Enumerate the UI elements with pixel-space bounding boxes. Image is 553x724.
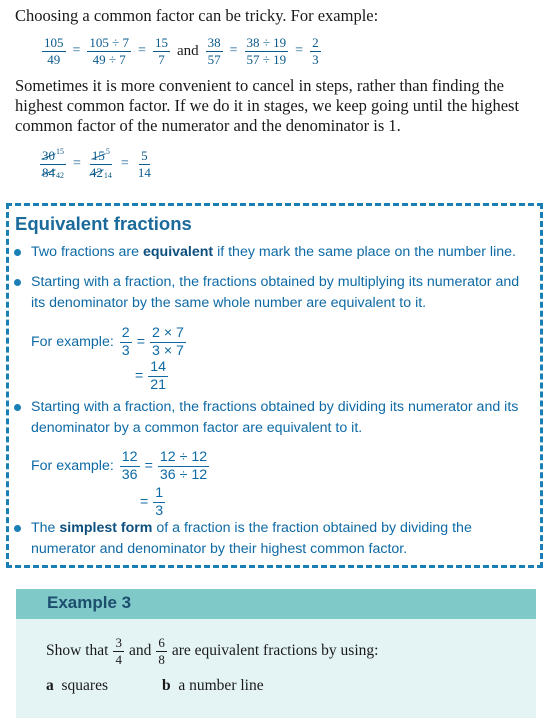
fraction: $\frac{38}{57}$ <box>207 35 221 67</box>
cancel-steps-equation: $\frac{30^{15}}{84_{42}}$ = $\frac{15^5}{42_{14}}$ = $\frac{5}{14}$ <box>42 147 151 180</box>
key-point-title: Equivalent fractions <box>15 213 192 234</box>
example-body <box>16 619 536 718</box>
fraction: $\frac{30^{15}}{84_{42}}$ <box>42 147 64 180</box>
part-a: a squares <box>46 677 108 694</box>
bullet-multiplying: Starting with a fraction, the fractions obtained by multiplying its numerator and its denominator by the same whole number are equivalent to it. <box>14 272 532 314</box>
example-question: Show that $\frac{3}{4}$ and $\frac{6}{8}$ are equivalent fractions by using: <box>46 635 379 667</box>
fraction: $\frac{3}{4}$ <box>115 635 122 667</box>
fraction: $\frac{14}{21}$ <box>150 359 167 393</box>
intro-paragraph: Sometimes it is more convenient to cancel in steps, rather than finding the highest common factor. If we do it in stages, we keep going until the highest common factor of the numerator and the denominator is 1. <box>15 76 520 135</box>
example-equation-1: $\frac{105}{49}$ = $\frac{105 \div 7}{49 \div 7}$ = $\frac{15}{7}$ and $\frac{38}{57}$ = $\frac{38 \div 19}{57 \div 19}$ = $\frac{2}{3}$ <box>44 35 319 67</box>
fraction: $\frac{2}{3}$ <box>312 35 319 67</box>
part-b: b a number line <box>162 677 264 694</box>
intro-line: Choosing a common factor can be tricky. For example: <box>15 6 379 25</box>
fraction: $\frac{38 \div 19}{57 \div 19}$ <box>246 35 287 67</box>
fraction: $\frac{2 \times 7}{3 \times 7}$ <box>151 325 184 359</box>
fraction: $\frac{15^5}{42_{14}}$ <box>89 147 112 180</box>
fraction: $\frac{12 \div 12}{36 \div 12}$ <box>159 449 208 483</box>
bullet-icon <box>14 249 21 256</box>
multiply-example-result: = $\frac{14}{21}$ <box>135 359 167 393</box>
example-label: For example: <box>31 334 114 351</box>
fraction: $\frac{1}{3}$ <box>155 485 164 519</box>
bullet-icon <box>14 279 21 286</box>
fraction: $\frac{5}{14}$ <box>137 147 151 180</box>
fraction: $\frac{105 \div 7}{49 \div 7}$ <box>89 35 130 67</box>
bullet-simplest-form: The simplest form of a fraction is the fraction obtained by dividing the numerator and denominator by their highest common factor. <box>14 518 532 560</box>
multiply-example: For example: $\frac{2}{3}$ = $\frac{2 \times 7}{3 \times 7}$ <box>31 325 184 359</box>
bullet-dividing: Starting with a fraction, the fractions obtained by dividing its numerator and its denominator by a common factor are equivalent to it. <box>14 397 532 439</box>
example-label: For example: <box>31 458 114 475</box>
divide-example-result: = $\frac{1}{3}$ <box>140 485 164 519</box>
fraction: $\frac{105}{49}$ <box>44 35 64 67</box>
bullet-equivalent: Two fractions are equivalent if they mark the same place on the number line. <box>14 242 532 263</box>
bullet-icon <box>14 404 21 411</box>
divide-example: For example: $\frac{12}{36}$ = $\frac{12 \div 12}{36 \div 12}$ <box>31 449 208 483</box>
example-header <box>16 589 536 619</box>
fraction: $\frac{15}{7}$ <box>154 35 168 67</box>
and-word: and <box>176 42 199 59</box>
fraction: $\frac{12}{36}$ <box>121 449 138 483</box>
example-title: Example 3 <box>47 593 132 612</box>
fraction: $\frac{2}{3}$ <box>121 325 130 359</box>
bullet-icon <box>14 525 21 532</box>
fraction: $\frac{6}{8}$ <box>158 635 165 667</box>
